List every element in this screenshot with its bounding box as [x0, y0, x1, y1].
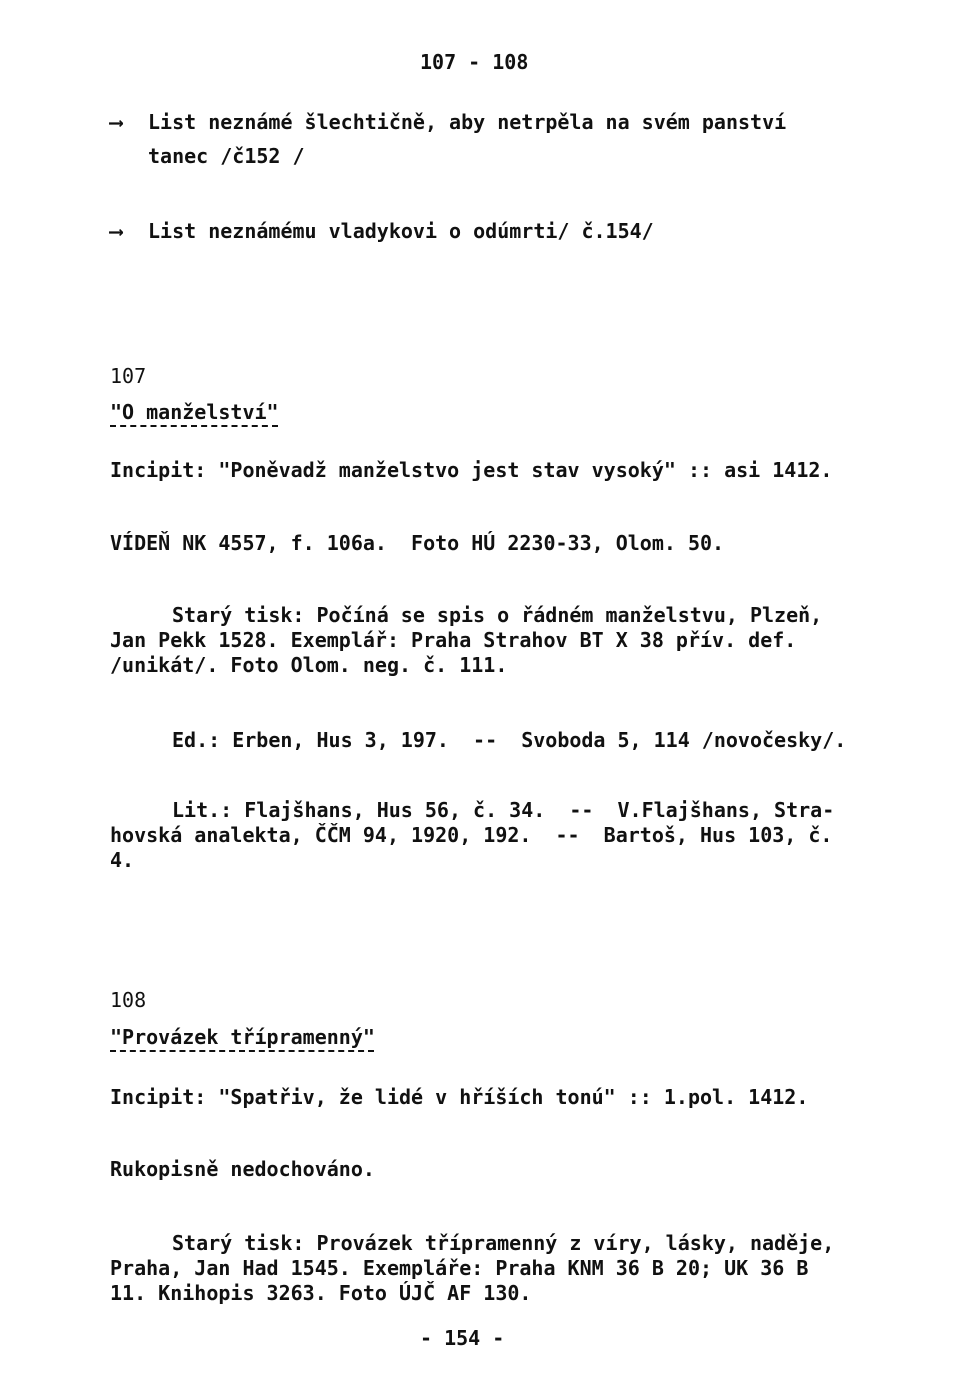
page-footer: - 154 - [420, 1326, 505, 1350]
literature-line3: 4. [110, 848, 135, 872]
manuscript: VÍDEŇ NK 4557, f. 106a. Foto HÚ 2230-33, Olom. 50. [110, 531, 725, 555]
entry-title: "O manželství" [110, 400, 279, 424]
entry-number: 108 [110, 988, 147, 1012]
editions: Ed.: Erben, Hus 3, 197. -- Svoboda 5, 114 /novočesky/. [172, 728, 847, 752]
manuscript: Rukopisně nedochováno. [110, 1157, 375, 1181]
ref-text-line2: tanec /č152 / [148, 144, 305, 168]
incipit: Incipit: "Poněvadž manželstvo jest stav vysoký" :: asi 1412. [110, 458, 833, 482]
page-header: 107 - 108 [420, 50, 529, 74]
old-print-line3: /unikát/. Foto Olom. neg. č. 111. [110, 653, 508, 677]
old-print-line1: Starý tisk: Počíná se spis o řádném manželstvu, Plzeň, [172, 603, 823, 627]
old-print-line3: 11. Knihopis 3263. Foto ÚJČ AF 130. [110, 1281, 532, 1305]
entry-number: 107 [110, 364, 147, 388]
incipit: Incipit: "Spatřiv, že lidé v hříších tonú" :: 1.pol. 1412. [110, 1085, 809, 1109]
literature-line1: Lit.: Flajšhans, Hus 56, č. 34. -- V.Flajšhans, Stra- [172, 798, 835, 822]
entry-title: "Provázek třípramenný" [110, 1025, 375, 1049]
old-print-line2: Jan Pekk 1528. Exemplář: Praha Strahov BT X 38 přív. def. [110, 628, 797, 652]
old-print-line1: Starý tisk: Provázek třípramenný z víry, lásky, naděje, [172, 1231, 835, 1255]
old-print-line2: Praha, Jan Had 1545. Exempláře: Praha KNM 36 B 20; UK 36 B [110, 1256, 809, 1280]
ref-text: List neznámému vladykovi o odúmrti/ č.154/ [148, 219, 654, 243]
arrow-right-icon: ⟶ [110, 110, 123, 134]
literature-line2: hovská analekta, ČČM 94, 1920, 192. -- Bartoš, Hus 103, č. [110, 823, 833, 847]
ref-text-line1: List neznámé šlechtičně, aby netrpěla na svém panství [148, 110, 787, 134]
arrow-right-icon: ⟶ [110, 219, 123, 243]
